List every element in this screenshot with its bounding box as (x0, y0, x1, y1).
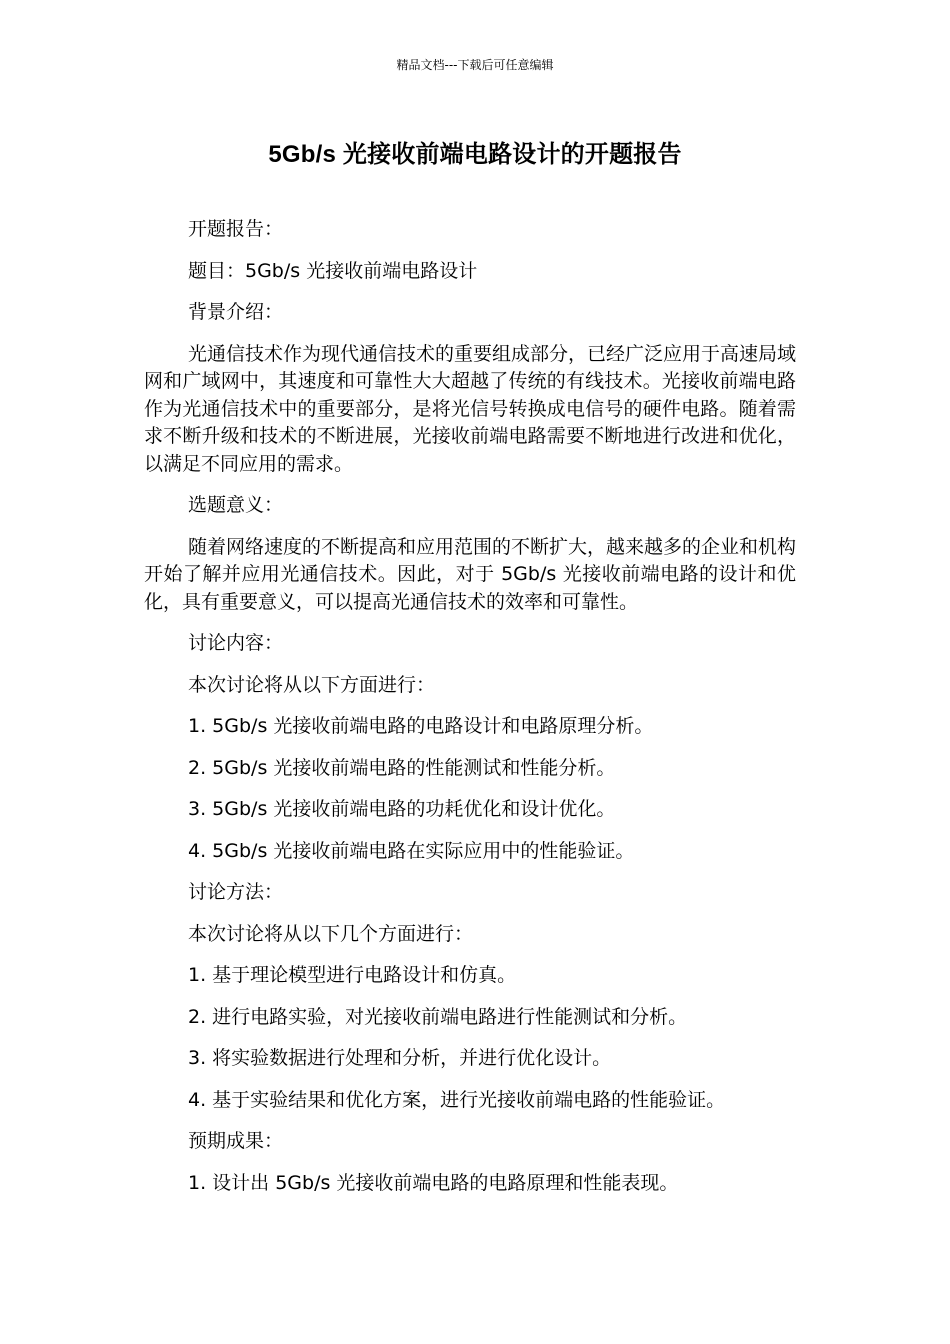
list-item-result-1: 1. 设计出 5Gb/s 光接收前端电路的电路原理和性能表现。 (188, 1171, 679, 1194)
list-item-method-1: 1. 基于理论模型进行电路设计和仿真。 (188, 964, 517, 986)
heading-content: 讨论内容： (188, 632, 284, 654)
header-note: 精品文档---下载后可任意编辑 (396, 58, 554, 72)
paragraph-significance: 随着网络速度的不断提高和应用范围的不断扩大，越来越多的企业和机构开始了解并应用光通信技术。因此，对于 5Gb/s 光接收前端电路的设计和优化，具有重要意义，可以提高光通信技术的效率和可靠性。 (144, 535, 797, 613)
document-body (144, 216, 796, 1211)
paragraph-background: 光通信技术作为现代通信技术的重要组成部分，已经广泛应用于高速局域网和广域网中，其速度和可靠性大大超越了传统的有线技术。光接收前端电路作为光通信技术中的重要部分，是将光信号转换成电信号的硬件电路。随着需求不断升级和技术的不断进展，光接收前端电路需要不断地进行改进和优化，以满足不同应用的需求。 (144, 342, 797, 475)
paragraph-topic: 题目：5Gb/s 光接收前端电路设计 (188, 259, 478, 282)
document-title: 5Gb/s 光接收前端电路设计的开题报告 (268, 141, 682, 168)
paragraph-content-intro: 本次讨论将从以下方面进行： (188, 673, 436, 696)
list-item-content-1: 1. 5Gb/s 光接收前端电路的电路设计和电路原理分析。 (188, 715, 654, 737)
list-item-method-3: 3. 将实验数据进行处理和分析，并进行优化设计。 (188, 1047, 612, 1069)
list-item-method-2: 2. 进行电路实验，对光接收前端电路进行性能测试和分析。 (188, 1005, 688, 1028)
list-item-method-4: 4. 基于实验结果和优化方案，进行光接收前端电路的性能验证。 (188, 1088, 726, 1111)
heading-background: 背景介绍： (188, 301, 284, 323)
paragraph-report-label: 开题报告： (188, 218, 284, 240)
list-item-content-4: 4. 5Gb/s 光接收前端电路在实际应用中的性能验证。 (188, 839, 635, 862)
heading-method: 讨论方法： (188, 881, 284, 903)
heading-significance: 选题意义： (188, 494, 284, 516)
list-item-content-2: 2. 5Gb/s 光接收前端电路的性能测试和性能分析。 (188, 756, 616, 779)
list-item-content-3: 3. 5Gb/s 光接收前端电路的功耗优化和设计优化。 (188, 798, 616, 820)
heading-expected-results: 预期成果： (188, 1130, 284, 1152)
paragraph-method-intro: 本次讨论将从以下几个方面进行： (188, 922, 474, 945)
